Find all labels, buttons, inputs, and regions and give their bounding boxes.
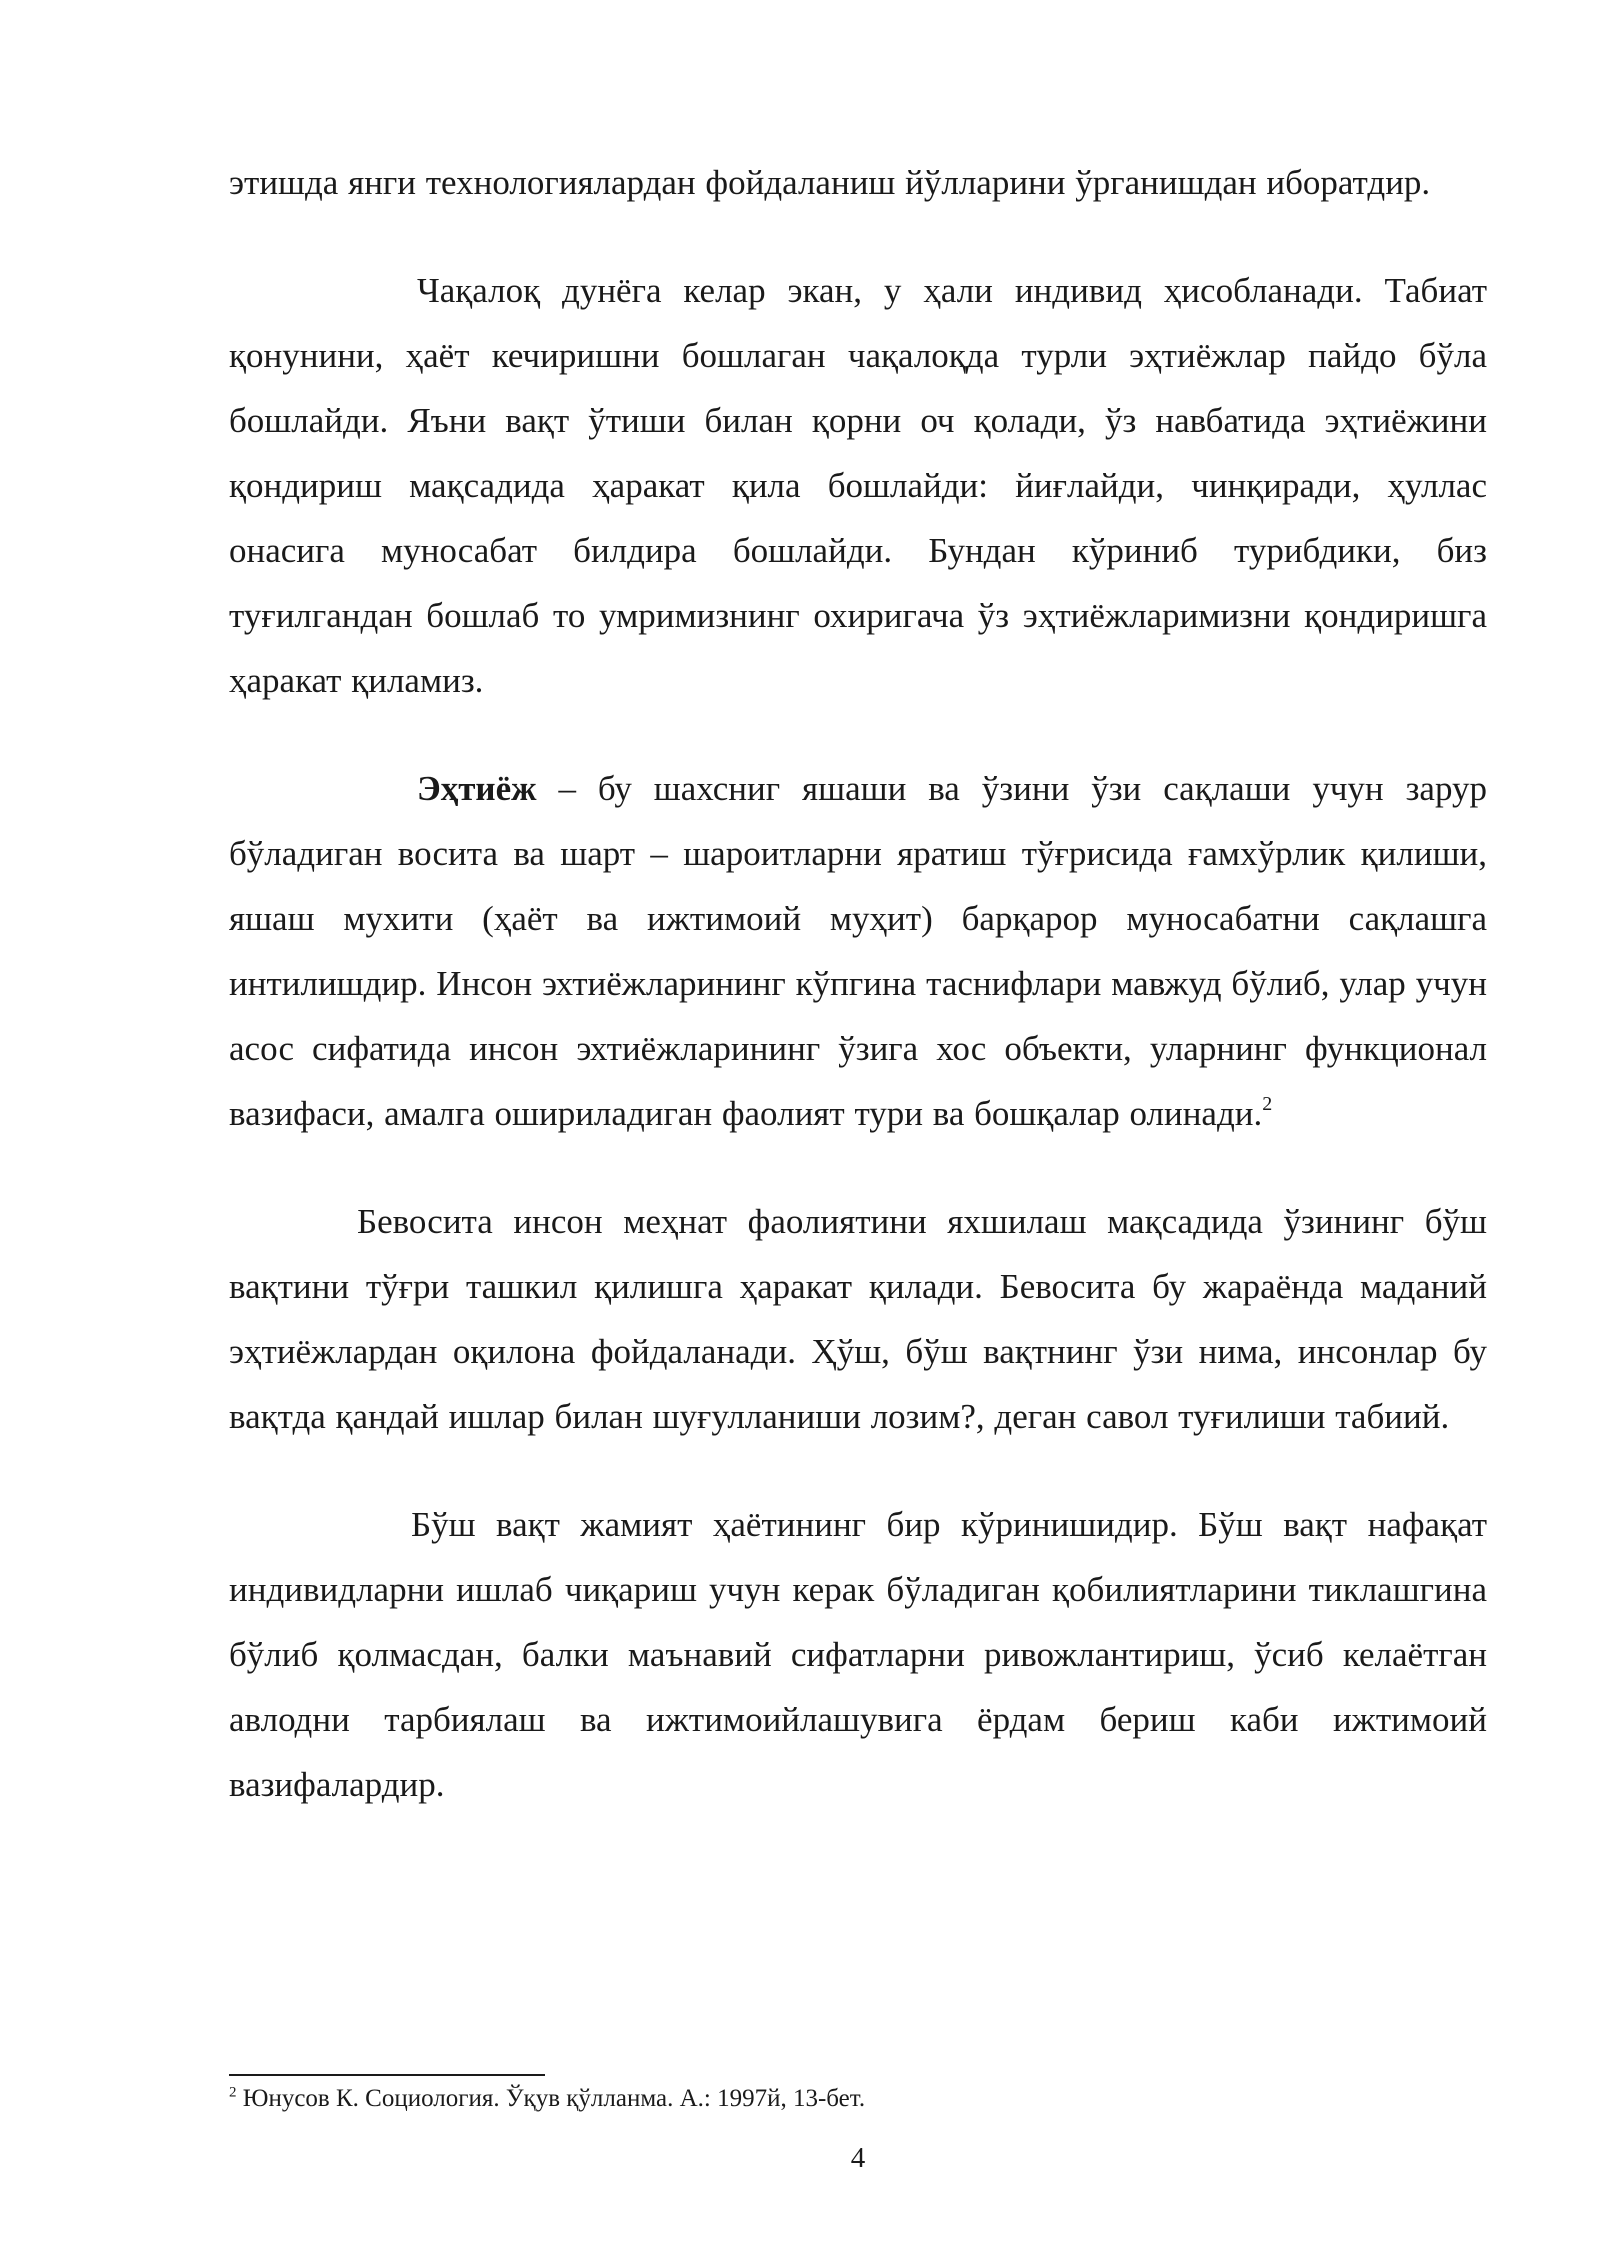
footnote	[229, 2082, 1487, 2116]
paragraph-4	[229, 1189, 1487, 1449]
footnote-text: Юнусов К. Социология. Ўқув қўлланма. А.: 1997й, 13-бет.	[236, 2085, 866, 2112]
paragraph-3-text: – бу шахсниг яшаши ва ўзини ўзи сақлаши учун зарур бўладиган восита ва шарт – шароитларни яратиш тўғрисида ғамхўрлик қилиши, яшаш мухити (ҳаёт ва ижтимоий муҳит) барқарор муносабатни сақлашга интилишдир. Инсон эхтиёжларининг кўпгина таснифлари мавжуд бўлиб, улар учун асос сифатида инсон эхтиёжларининг ўзига хос объекти, уларнинг функционал вазифаси, амалга ошириладиган фаолият тури ва бошқалар олинади.	[229, 769, 1487, 1133]
paragraph-4-text: Бевосита инсон меҳнат фаолиятини яхшилаш мақсадида ўзининг бўш вақтини тўғри ташкил қилишга ҳаракат қилади. Бевосита бу жараёнда маданий эҳтиёжлардан оқилона фойдаланади. Ҳўш, бўш вақтнинг ўзи нима, инсонлар бу вақтда қандай ишлар билан шуғулланиши лозим?, деган савол туғилиши табиий.	[229, 1202, 1487, 1436]
body-text	[229, 150, 1487, 1817]
paragraph-2	[229, 258, 1487, 713]
footnote-separator	[229, 2074, 545, 2076]
page-number: 4	[850, 2142, 866, 2174]
paragraph-3	[229, 756, 1487, 1146]
paragraph-2-text: Чақалоқ дунёга келар экан, у ҳали индивид ҳисобланади. Табиат қонунини, ҳаёт кечиришни бошлаган чақалоқда турли эҳтиёжлар пайдо бўла бошлайди. Яъни вақт ўтиши билан қорни оч қолади, ўз навбатида эҳтиёжини қондириш мақсадида ҳаракат қила бошлайди: йиғлайди, чинқиради, ҳуллас онасига муносабат билдира бошлайди. Бундан кўриниб турибдики, биз туғилгандан бошлаб то умримизнинг охиригача ўз эҳтиёжларимизни қондиришга ҳаракат қиламиз.	[229, 271, 1487, 700]
paragraph-5	[229, 1492, 1487, 1817]
term-ehtiyoj: Эҳтиёж	[417, 769, 537, 808]
paragraph-5-text: Бўш вақт жамият ҳаётининг бир кўринишидир. Бўш вақт нафақат индивидларни ишлаб чиқариш учун керак бўладиган қобилиятларини тиклашгина бўлиб қолмасдан, балки маънавий сифатларни ривожлантириш, ўсиб келаётган авлодни тарбиялаш ва ижтимоийлашувига ёрдам бериш каби ижтимоий вазифалардир.	[229, 1505, 1487, 1804]
paragraph-1	[229, 150, 1487, 215]
paragraph-1-text: этишда янги технологиялардан фойдаланиш йўлларини ўрганишдан иборатдир.	[229, 163, 1431, 202]
footnote-number: 2	[229, 2084, 237, 2101]
footnote-reference[interactable]: 2	[1262, 1093, 1273, 1116]
